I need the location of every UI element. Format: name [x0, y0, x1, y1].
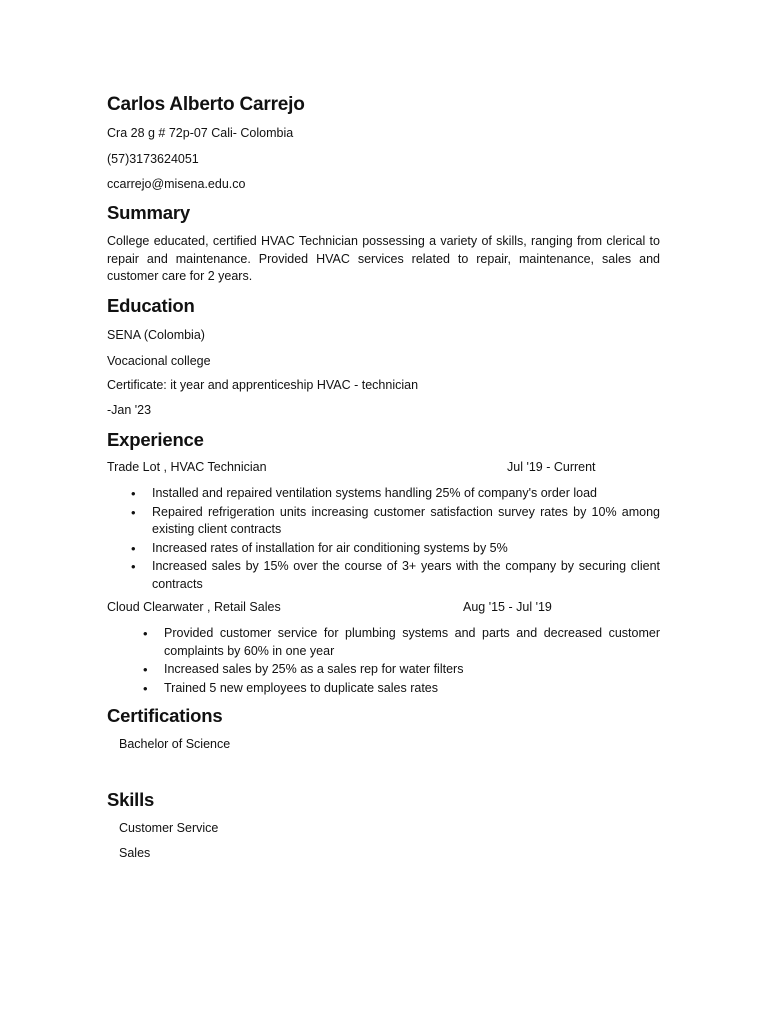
- certifications-heading: Certifications: [107, 705, 223, 726]
- job-bullet: • Installed and repaired ventilation systems handling 25% of company's order load: [152, 485, 660, 503]
- summary-heading: Summary: [107, 202, 190, 223]
- education-line: -Jan '23: [107, 403, 152, 417]
- summary-text: College educated, certified HVAC Technician possessing a variety of skills, ranging from clerical to repair and maintenance. Provided HVAC services related to repair, maintenance, sales and customer care for 2 years.: [107, 234, 660, 283]
- experience-heading: Experience: [107, 429, 204, 450]
- education-line: Vocacional college: [107, 354, 211, 368]
- skill-item: Customer Service: [119, 821, 219, 835]
- skills-heading: Skills: [107, 789, 155, 810]
- certification-item: Bachelor of Science: [119, 737, 231, 751]
- job-bullet: • Trained 5 new employees to duplicate sales rates: [164, 680, 660, 698]
- candidate-name: Carlos Alberto Carrejo: [107, 94, 305, 115]
- job-dates: Aug '15 - Jul '19: [463, 600, 552, 614]
- job-bullet: • Repaired refrigeration units increasing customer satisfaction survey rates by 10% among existing client contracts: [152, 504, 660, 539]
- job-bullet: • Increased sales by 15% over the course of 3+ years with the company by securing client contracts: [152, 558, 660, 593]
- job-bullet: • Increased sales by 25% as a sales rep for water filters: [164, 661, 660, 679]
- job-bullet: • Increased rates of installation for air conditioning systems by 5%: [152, 540, 660, 558]
- phone: (57)3173624051: [107, 152, 199, 166]
- job-title: Cloud Clearwater , Retail Sales: [107, 600, 281, 614]
- job-bullet-list: [152, 485, 660, 594]
- job-bullet: • Provided customer service for plumbing systems and parts and decreased customer complaints by 60% in one year: [164, 625, 660, 660]
- education-heading: Education: [107, 295, 195, 316]
- skill-item: Sales: [119, 846, 151, 860]
- email: ccarrejo@misena.edu.co: [107, 177, 246, 191]
- education-line: Certificate: it year and apprenticeship HVAC - technician: [107, 378, 419, 392]
- job-title: Trade Lot , HVAC Technician: [107, 460, 267, 474]
- education-line: SENA (Colombia): [107, 328, 205, 342]
- job-dates: Jul '19 - Current: [507, 460, 596, 474]
- job-bullet-list: [164, 625, 660, 698]
- address: Cra 28 g # 72p-07 Cali- Colombia: [107, 126, 294, 140]
